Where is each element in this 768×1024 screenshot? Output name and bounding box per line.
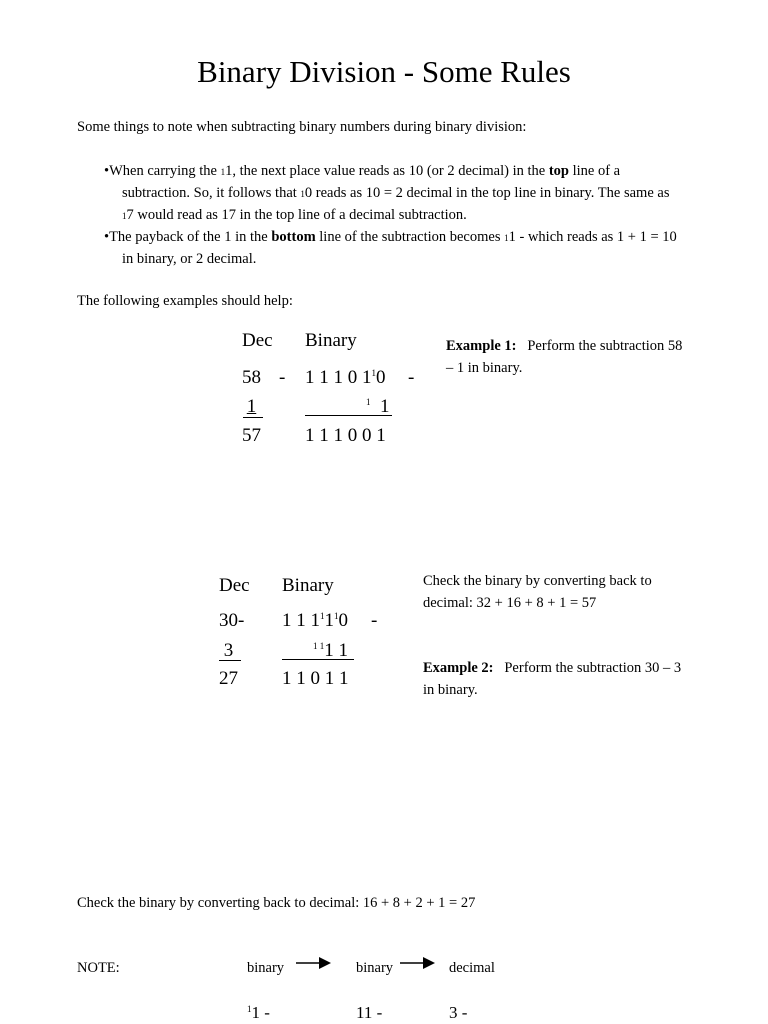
binary-result: 1 1 0 1 1 bbox=[282, 668, 349, 689]
dec-result: 57 bbox=[242, 425, 261, 446]
binary-underline bbox=[305, 415, 392, 416]
bullet-1-text: 1, the next place value reads as 10 (or 2 decimal) in the bbox=[225, 163, 549, 179]
bold-word-top: top bbox=[548, 163, 569, 179]
example-1-text: Perform the subtraction 58 bbox=[527, 338, 683, 354]
dec-underline bbox=[243, 417, 263, 418]
bullet-1-text: line of a bbox=[568, 163, 621, 179]
binary-header: Binary bbox=[282, 575, 334, 596]
bold-word-bottom: bottom bbox=[271, 229, 316, 245]
carry-superscript: 1 bbox=[320, 611, 325, 621]
note-col-binary-2: binary bbox=[356, 960, 394, 976]
dec-minuend: 58 bbox=[242, 367, 261, 388]
bullet-2-text: line of the subtraction becomes bbox=[315, 229, 505, 245]
minus-sign: - bbox=[279, 367, 286, 388]
dec-subtrahend-value: 3 bbox=[223, 640, 234, 661]
carry-superscript: 1 bbox=[504, 233, 509, 243]
binary-digits: 1 bbox=[324, 610, 334, 631]
bullet-1 bbox=[104, 160, 620, 182]
example-2-label bbox=[423, 657, 681, 679]
example-1-heading: Example 1: bbox=[446, 338, 517, 354]
bullet-1-text: 7 would read as 17 in the top line of a decimal subtraction. bbox=[126, 207, 467, 223]
bullet-2-text: The payback of the 1 in the bbox=[109, 229, 272, 245]
example-1-label bbox=[446, 335, 682, 357]
right-arrow-icon bbox=[399, 955, 437, 971]
intro-text: Some things to note when subtracting binary numbers during binary division: bbox=[77, 119, 527, 135]
carry-superscript: 1 bbox=[122, 211, 127, 221]
carry-superscript: 1 bbox=[366, 397, 371, 407]
dec-minuend: 30- bbox=[219, 610, 245, 631]
note-label: NOTE: bbox=[77, 960, 120, 976]
check-1-line-2: decimal: 32 + 16 + 8 + 1 = 57 bbox=[423, 595, 597, 611]
binary-digits: 1 1 1 0 1 bbox=[305, 367, 372, 388]
note-value-1-text: 1 - bbox=[251, 1003, 270, 1022]
bullet-2-line-2: in binary, or 2 decimal. bbox=[122, 251, 257, 267]
bullet-1-text: subtraction. So, it follows that bbox=[122, 185, 301, 201]
check-2-text: Check the binary by converting back to decimal: 16 + 8 + 2 + 1 = 27 bbox=[77, 895, 476, 911]
carry-superscript: 1 bbox=[371, 368, 376, 378]
check-1-line-1: Check the binary by converting back to bbox=[423, 573, 652, 589]
carry-superscript: 1 bbox=[334, 611, 339, 621]
binary-result: 1 1 1 0 0 1 bbox=[305, 425, 386, 446]
examples-intro: The following examples should help: bbox=[77, 293, 293, 309]
binary-minuend bbox=[305, 367, 386, 389]
bullet-1-line-2 bbox=[122, 182, 669, 204]
bullet-1-text: When carrying the bbox=[109, 163, 221, 179]
bullet-2-text: 1 - which reads as 1 + 1 = 10 bbox=[508, 229, 677, 245]
note-col-decimal: decimal bbox=[449, 960, 495, 976]
binary-header: Binary bbox=[305, 330, 357, 351]
page-title: Binary Division - Some Rules bbox=[197, 54, 571, 89]
note-value-2: 11 - bbox=[356, 1003, 383, 1022]
dec-header: Dec bbox=[242, 330, 273, 351]
carry-superscript: 1 bbox=[247, 1004, 252, 1014]
bullet-dot: • bbox=[104, 163, 110, 179]
example-2-label-line-2: in binary. bbox=[423, 682, 478, 698]
dec-subtrahend bbox=[242, 396, 256, 418]
dec-result: 27 bbox=[219, 668, 238, 689]
example-2-text: Perform the subtraction 30 – 3 bbox=[504, 660, 682, 676]
bullet-2 bbox=[104, 226, 677, 248]
note-col-binary-1: binary bbox=[247, 960, 285, 976]
bullet-dot: • bbox=[104, 229, 110, 245]
binary-minuend bbox=[282, 610, 348, 632]
dec-header: Dec bbox=[219, 575, 250, 596]
example-1-label-line-2: – 1 in binary. bbox=[446, 360, 523, 376]
right-arrow-icon bbox=[295, 955, 333, 971]
bullet-1-text: 0 reads as 10 = 2 decimal in the top line in binary. The same as bbox=[304, 185, 670, 201]
carry-superscript: 1 bbox=[300, 189, 305, 199]
dec-underline bbox=[219, 660, 241, 661]
binary-digits: 1 1 1 bbox=[282, 610, 320, 631]
bullet-1-line-3 bbox=[122, 204, 467, 226]
binary-subtrahend-value: 1 1 bbox=[324, 640, 348, 661]
note-value-1 bbox=[247, 1003, 270, 1023]
minus-sign: - bbox=[408, 367, 415, 388]
dec-subtrahend bbox=[219, 640, 233, 662]
dec-subtrahend-value: 1 bbox=[246, 396, 257, 417]
carry-superscript: 1 bbox=[220, 167, 226, 177]
binary-underline bbox=[282, 659, 354, 660]
binary-digits: 0 bbox=[376, 367, 386, 388]
minus-sign: - bbox=[371, 610, 378, 631]
example-2-heading: Example 2: bbox=[423, 660, 494, 676]
note-value-3: 3 - bbox=[449, 1003, 468, 1022]
carry-superscript: 1 1 bbox=[313, 641, 325, 651]
binary-digits: 0 bbox=[338, 610, 348, 631]
binary-subtrahend-value: 1 bbox=[380, 396, 390, 417]
